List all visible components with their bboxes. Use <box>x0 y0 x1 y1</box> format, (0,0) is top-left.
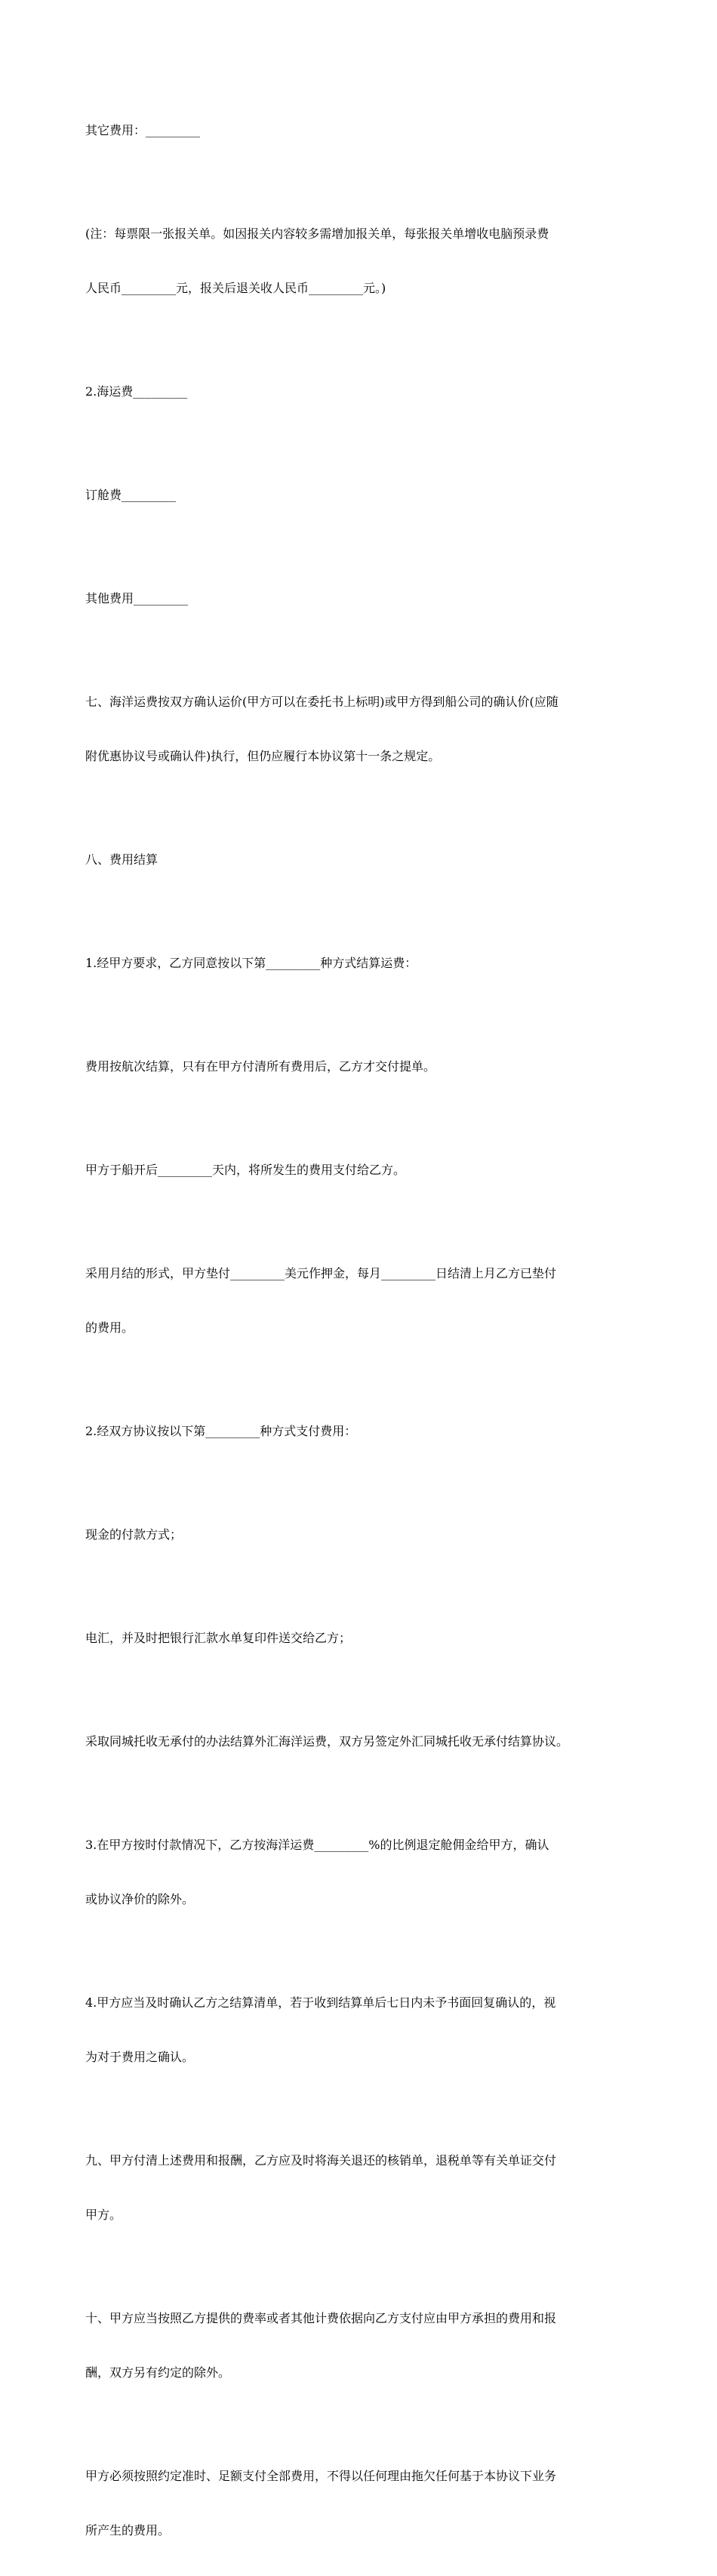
text-line: 为对于费用之确认。 <box>85 2050 195 2064</box>
paragraph-cash <box>85 1490 642 1580</box>
text-line: 所产生的费用。 <box>85 2523 171 2537</box>
text-line: 人民币_________元，报关后退关收人民币_________元。) <box>85 281 386 295</box>
paragraph-collection <box>85 1696 642 1787</box>
paragraph-note <box>85 189 642 334</box>
paragraph-payment-2 <box>85 1386 642 1477</box>
paragraph-clause-10 <box>85 2273 642 2418</box>
paragraph-other-fees <box>85 85 642 176</box>
paragraph-per-voyage <box>85 1021 642 1112</box>
section-heading-clause-8 <box>85 815 642 905</box>
text-line: 其它费用：_________ <box>85 123 201 137</box>
text-line: 甲方。 <box>85 2208 122 2222</box>
text-line: 电汇，并及时把银行汇款水单复印件送交给乙方； <box>85 1631 352 1645</box>
paragraph-full-payment <box>85 2431 642 2576</box>
text-line: 酬，双方另有约定的除外。 <box>85 2365 231 2380</box>
text-line: 或协议净价的除外。 <box>85 1892 195 1906</box>
paragraph-clause-7 <box>85 657 642 802</box>
text-line: 费用按航次结算，只有在甲方付清所有费用后，乙方才交付提单。 <box>85 1059 436 1074</box>
paragraph-clause-9 <box>85 2115 642 2260</box>
paragraph-booking-fee <box>85 450 642 541</box>
text-line: 4.甲方应当及时确认乙方之结算清单，若于收到结算单后七日内未予书面回复确认的，视 <box>85 1995 556 2010</box>
text-line: 采用月结的形式，甲方垫付_________美元作押金，每月_________日结清上月乙方已垫付 <box>85 1266 557 1280</box>
text-line: 七、海洋运费按双方确认运价(甲方可以在委托书上标明)或甲方得到船公司的确认价(应随 <box>85 695 559 709</box>
text-line: 现金的付款方式； <box>85 1527 183 1542</box>
text-line: 2.经双方协议按以下第_________种方式支付费用： <box>85 1424 357 1438</box>
text-line: 九、甲方付清上述费用和报酬，乙方应及时将海关退还的核销单，退税单等有关单证交付 <box>85 2153 557 2168</box>
text-line: 八、费用结算 <box>85 852 158 867</box>
text-line: 甲方必须按照约定准时、足额支付全部费用，不得以任何理由拖欠任何基于本协议下业务 <box>85 2469 557 2483</box>
paragraph-other-expenses <box>85 553 642 644</box>
paragraph-settlement-1 <box>85 918 642 1009</box>
paragraph-after-sailing <box>85 1125 642 1216</box>
paragraph-commission-3 <box>85 1800 642 1945</box>
paragraph-confirm-4 <box>85 1958 642 2103</box>
text-line: 十、甲方应当按照乙方提供的费率或者其他计费依据向乙方支付应由甲方承担的费用和报 <box>85 2311 557 2325</box>
paragraph-monthly <box>85 1228 642 1373</box>
text-line: 1.经甲方要求，乙方同意按以下第_________种方式结算运费： <box>85 956 417 970</box>
text-line: 附优惠协议号或确认件)执行，但仍应履行本协议第十一条之规定。 <box>85 749 441 763</box>
text-line: 采取同城托收无承付的办法结算外汇海洋运费，双方另签定外汇同城托收无承付结算协议。 <box>85 1734 569 1749</box>
text-line: 2.海运费_________ <box>85 384 188 399</box>
text-line: 其他费用_________ <box>85 591 189 605</box>
paragraph-ocean-freight <box>85 347 642 437</box>
text-line: 的费用。 <box>85 1320 134 1335</box>
text-line: 甲方于船开后_________天内，将所发生的费用支付给乙方。 <box>85 1163 406 1177</box>
text-line: (注：每票限一张报关单。如因报关内容较多需增加报关单，每张报关单增收电脑预录费 <box>85 226 549 241</box>
paragraph-wire <box>85 1593 642 1684</box>
text-line: 3.在甲方按时付款情况下，乙方按海洋运费_________%的比例退定舱佣金给甲方，确认 <box>85 1838 549 1852</box>
text-line: 订舱费_________ <box>85 488 177 502</box>
